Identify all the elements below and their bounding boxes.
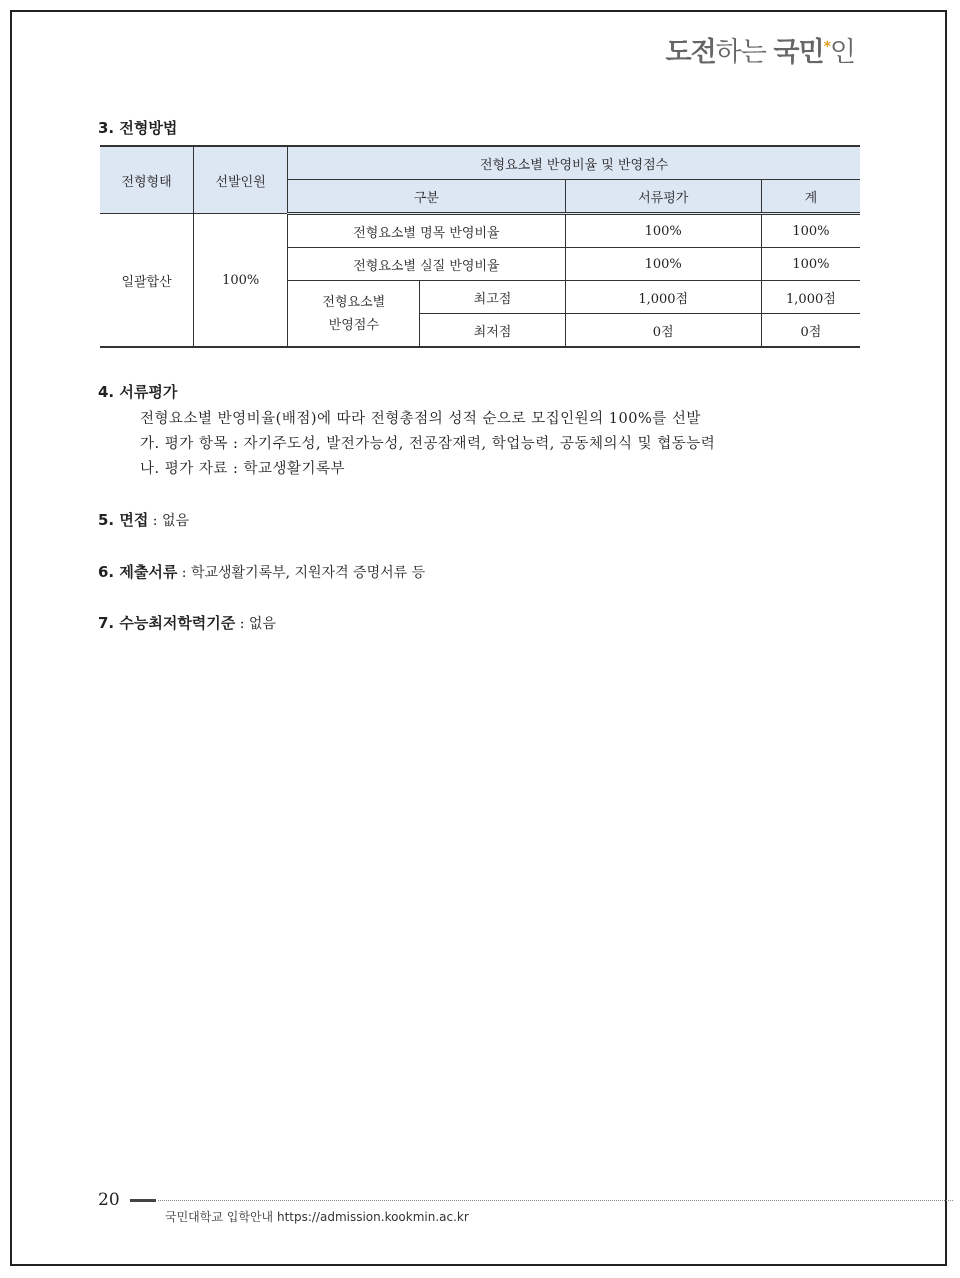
footer-line bbox=[130, 1199, 156, 1202]
section-6: 6. 제출서류 : 학교생활기록부, 지원자격 증명서류 등 bbox=[98, 563, 426, 581]
header-total: 계 bbox=[761, 180, 860, 214]
cell-doc: 100% bbox=[565, 248, 761, 281]
row-label: 최저점 bbox=[420, 314, 565, 348]
footer-text: 국민대학교 입학안내 https://admission.kookmin.ac.kr bbox=[165, 1210, 469, 1224]
header-count: 선발인원 bbox=[194, 146, 288, 214]
selection-method-table bbox=[100, 145, 860, 348]
s4-line3: 나. 평가 자료 : 학교생활기록부 bbox=[140, 461, 346, 477]
section-5: 5. 면접 : 없음 bbox=[98, 511, 190, 529]
header-doc: 서류평가 bbox=[565, 180, 761, 214]
footer-divider bbox=[158, 1200, 953, 1201]
row-label: 전형요소별 명목 반영비율 bbox=[288, 214, 565, 248]
cell-count: 100% bbox=[194, 214, 288, 348]
section-4-title: 4. 서류평가 bbox=[98, 383, 178, 401]
row-label: 최고점 bbox=[420, 281, 565, 314]
cell-doc: 1,000점 bbox=[565, 281, 761, 314]
header-group: 전형요소별 반영비율 및 반영점수 bbox=[288, 146, 860, 180]
section-3-title: 3. 전형방법 bbox=[98, 119, 178, 137]
cell-doc: 100% bbox=[565, 214, 761, 248]
cell-type: 일괄합산 bbox=[100, 214, 194, 348]
cell-total: 0점 bbox=[761, 314, 860, 348]
cell-total: 100% bbox=[761, 214, 860, 248]
section-7: 7. 수능최저학력기준 : 없음 bbox=[98, 614, 276, 632]
cell-doc: 0점 bbox=[565, 314, 761, 348]
row-label: 전형요소별 실질 반영비율 bbox=[288, 248, 565, 281]
logo: 도전하는 국민*인 bbox=[665, 37, 855, 68]
score-label: 전형요소별 반영점수 bbox=[288, 281, 420, 348]
s4-line2: 가. 평가 항목 : 자기주도성, 발전가능성, 전공잠재력, 학업능력, 공동체의식 및 협동능력 bbox=[140, 436, 716, 452]
header-type: 전형형태 bbox=[100, 146, 194, 214]
header-division: 구분 bbox=[288, 180, 565, 214]
s4-line1: 전형요소별 반영비율(배점)에 따라 전형총점의 성적 순으로 모집인원의 100%를 선발 bbox=[140, 411, 701, 427]
cell-total: 1,000점 bbox=[761, 281, 860, 314]
page-number: 20 bbox=[98, 1190, 120, 1210]
cell-total: 100% bbox=[761, 248, 860, 281]
